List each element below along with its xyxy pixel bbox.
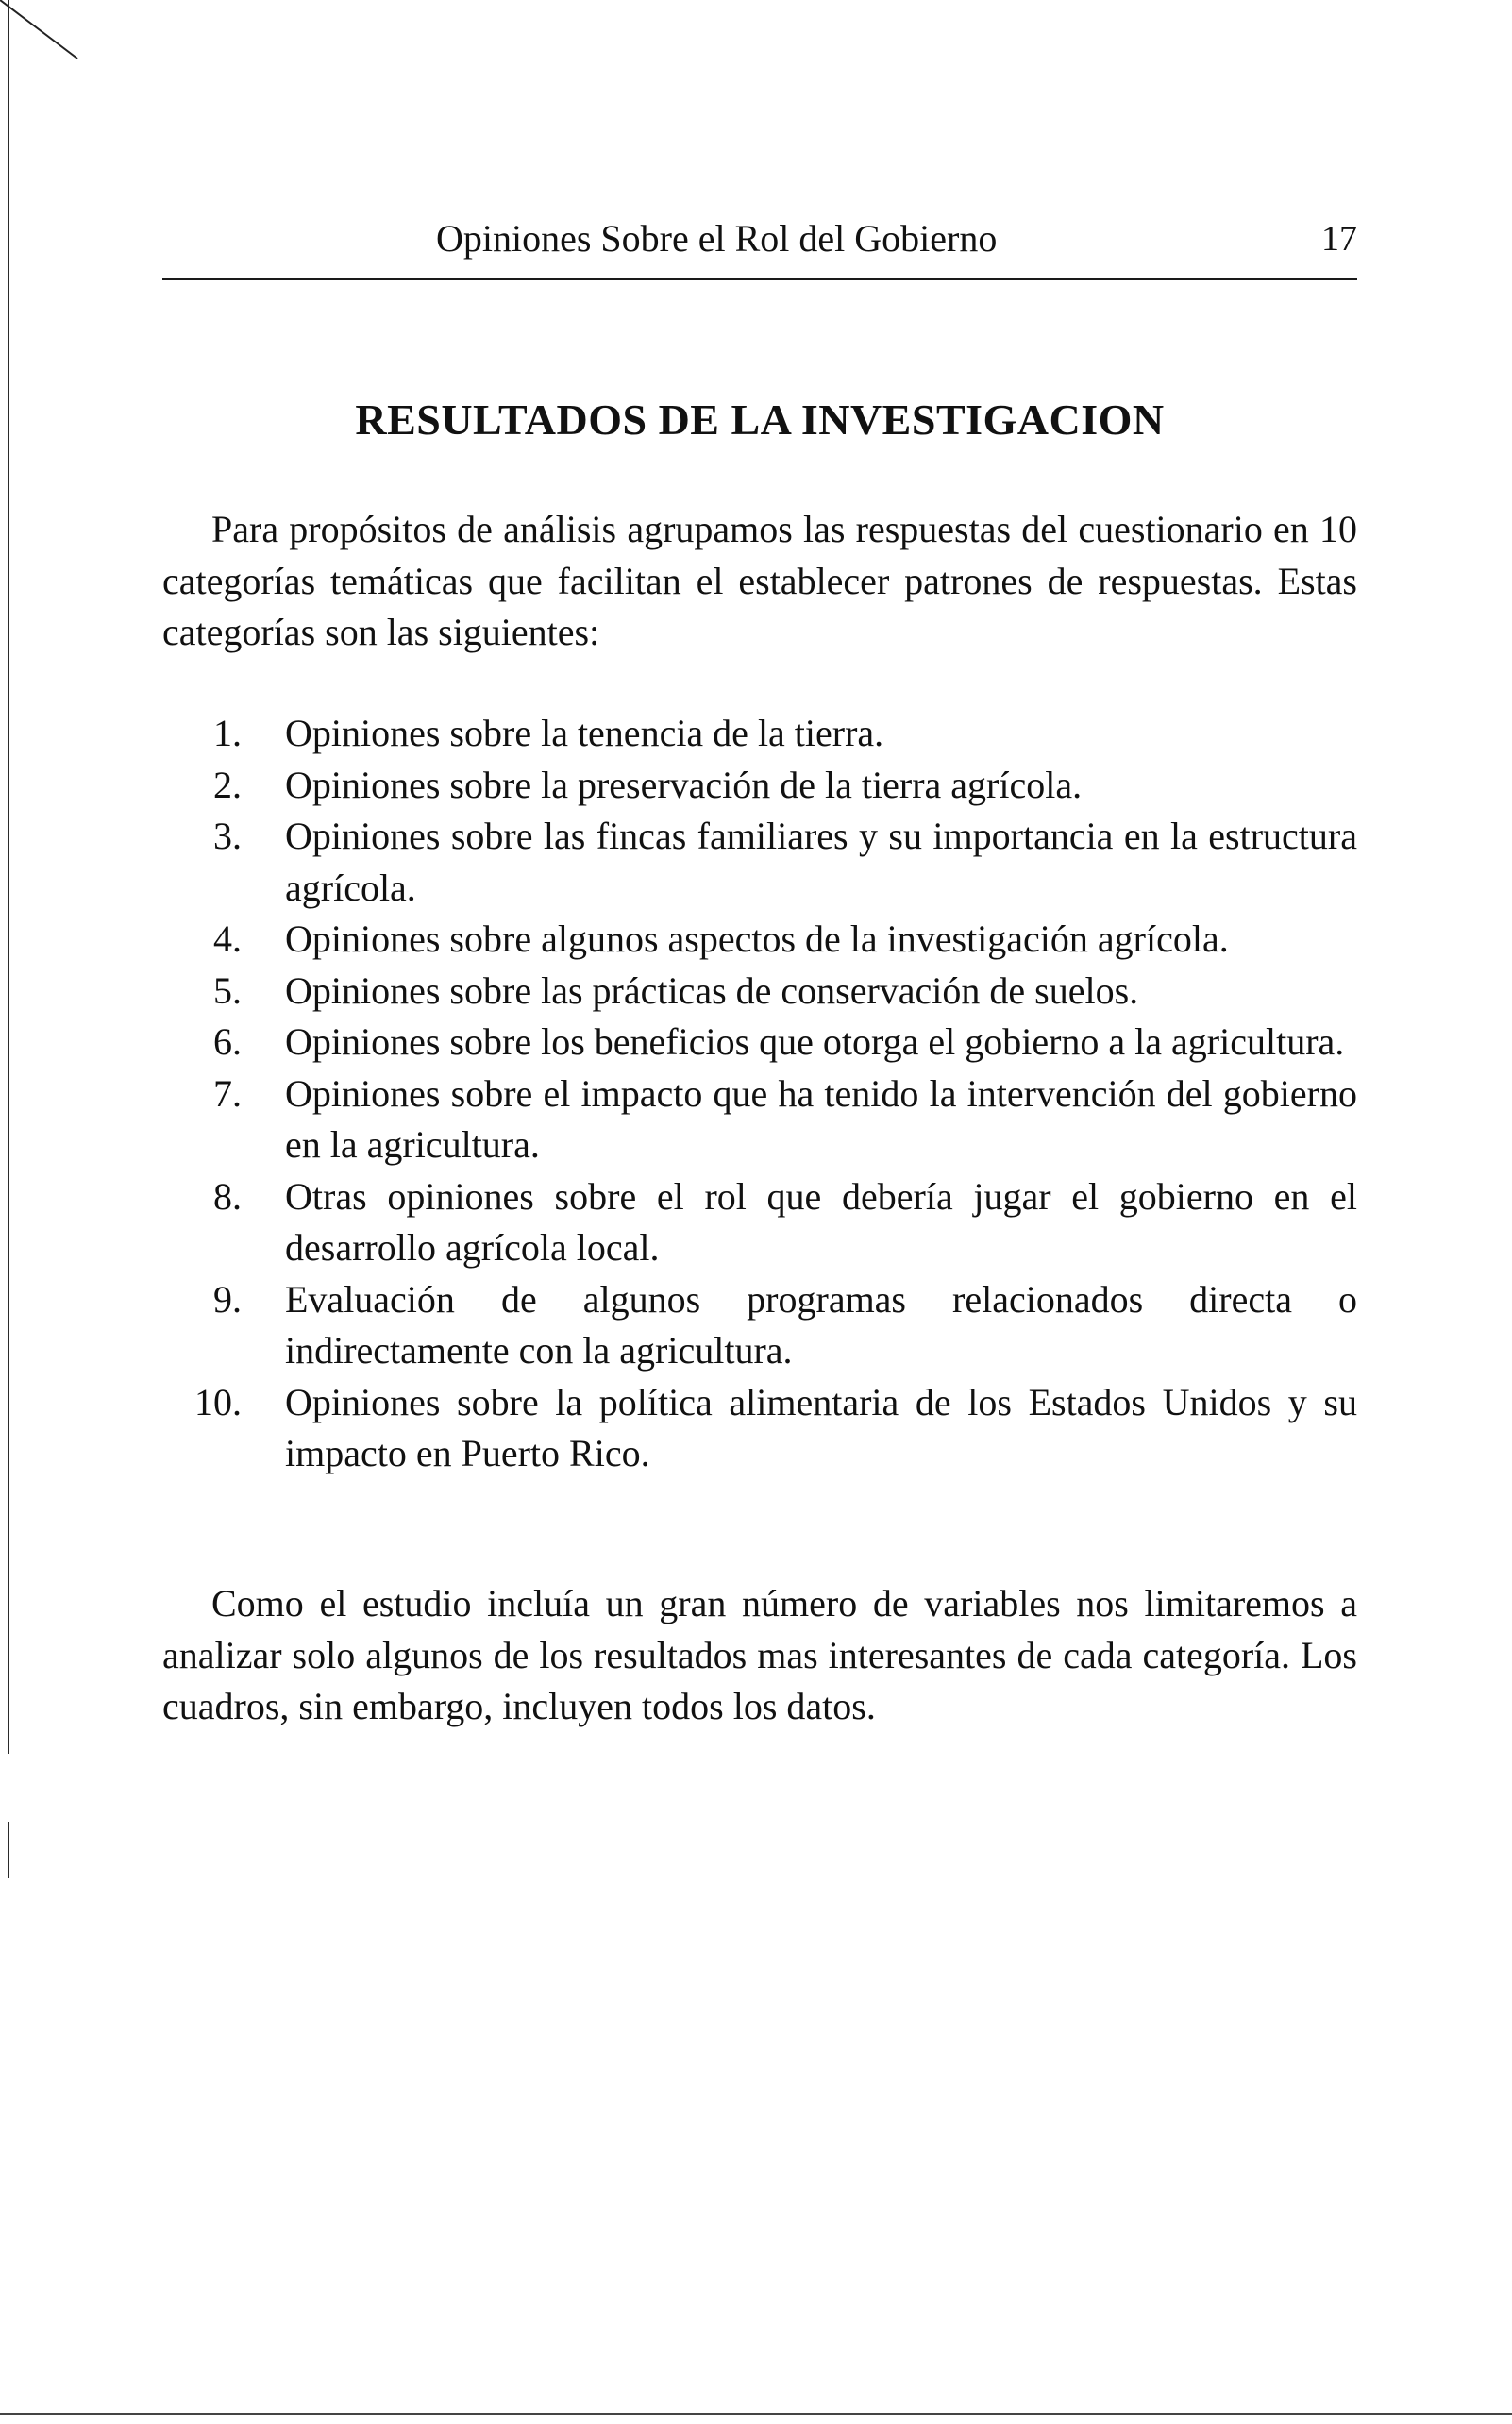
category-item (162, 1171, 1357, 1274)
closing-paragraph: Como el estudio incluía un gran número de variables nos limitaremos a analizar solo algunos de los resultados mas interesantes de cada categoría. Los cuadros, sin embargo, incluyen todos los datos. (162, 1582, 1357, 1727)
category-number: 7. (213, 1071, 242, 1115)
section-heading: RESULTADOS DE LA INVESTIGACION (355, 396, 1165, 444)
category-number: 8. (213, 1174, 242, 1218)
category-item (162, 760, 1357, 812)
category-text: Opiniones sobre algunos aspectos de la investigación agrícola. (285, 917, 1229, 960)
category-text: Opiniones sobre las fincas familiares y su importancia en la estructura agrícola. (285, 815, 1357, 909)
category-number: 5. (213, 968, 242, 1012)
category-text: Otras opiniones sobre el rol que debería jugar el gobierno en el desarrollo agrícola local. (285, 1174, 1357, 1269)
category-number: 1. (213, 712, 242, 754)
category-item (162, 966, 1357, 1018)
category-number: 2. (213, 763, 242, 806)
page-number: 17 (1321, 219, 1357, 259)
category-item (162, 1069, 1357, 1171)
category-item (162, 811, 1357, 914)
category-number: 6. (213, 1020, 242, 1063)
category-text: Opiniones sobre la tenencia de la tierra. (285, 712, 884, 754)
category-text: Opiniones sobre el impacto que ha tenido la intervención del gobierno en la agricultura. (285, 1071, 1357, 1166)
category-list (162, 708, 1357, 1480)
category-item (162, 914, 1357, 966)
category-item (162, 1017, 1357, 1069)
category-item (162, 1274, 1357, 1377)
category-number: 9. (213, 1277, 242, 1321)
category-text: Opiniones sobre los beneficios que otorga el gobierno a la agricultura. (285, 1020, 1345, 1063)
category-text: Opiniones sobre la preservación de la tierra agrícola. (285, 763, 1083, 806)
category-number: 10. (194, 1380, 242, 1423)
running-header (162, 212, 1357, 267)
category-text: Opiniones sobre la política alimentaria de los Estados Unidos y su impacto en Puerto Rico. (285, 1380, 1357, 1474)
scan-edge-line (8, 0, 9, 1754)
category-number: 4. (213, 917, 242, 960)
intro-paragraph: Para propósitos de análisis agrupamos las respuestas del cuestionario en 10 categorías temáticas que facilitan el establecer patrones de respuestas. Estas categorías son las siguientes: (162, 508, 1357, 653)
scan-corner-mark (0, 0, 85, 76)
category-text: Evaluación de algunos programas relacionados directa o indirectamente con la agricultura. (285, 1277, 1357, 1372)
scan-edge-line-lower (8, 1822, 9, 1878)
scan-bottom-edge (0, 2413, 1512, 2415)
header-divider (162, 278, 1357, 280)
category-item (162, 708, 1357, 760)
category-number: 3. (213, 815, 242, 857)
running-title: Opiniones Sobre el Rol del Gobierno (436, 217, 998, 260)
category-text: Opiniones sobre las prácticas de conservación de suelos. (285, 968, 1139, 1012)
category-item (162, 1377, 1357, 1480)
